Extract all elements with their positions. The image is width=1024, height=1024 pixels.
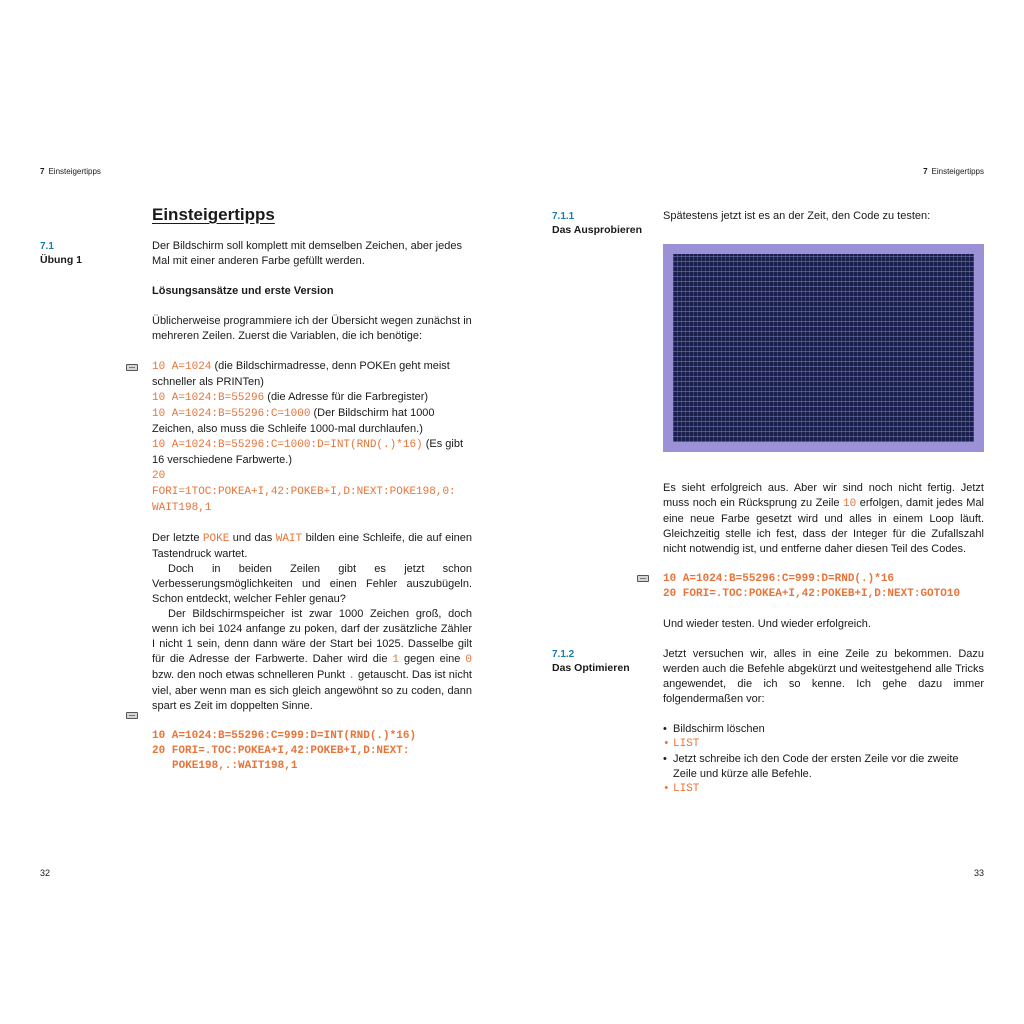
section-number: 7.1 <box>40 241 54 252</box>
right-running-head <box>923 167 984 177</box>
list-item: • LIST <box>663 782 984 797</box>
section-number: 7.1.1 <box>552 211 575 222</box>
listing-2 <box>152 729 472 774</box>
keyboard-icon <box>126 712 138 719</box>
section-title: Das Optimieren <box>552 662 630 674</box>
section-title: Das Ausprobieren <box>552 224 643 236</box>
paragraph-explanation: Der Bildschirmspeicher ist zwar 1000 Zeichen groß, doch wenn ich bei 1024 anfange zu poken, darf der zusätzliche Zähler I nicht 1 sein, denn dann wäre der Start bei 1025. Dasselbe gilt für die Adresse der Farbwerte. Daher wird die 1 gegen eine 0 bzw. den noch etwas schnelleren Punkt . getauscht. Das ist nicht viel, aber wenn man es sich gleich angewöhnt so zu coden, dann spart es Zeit im doppelten Sinne. <box>152 608 472 712</box>
section-label-7-1-2 <box>552 648 652 675</box>
running-head-number: 7 <box>923 167 928 176</box>
listing-line: 20 FORI=.TOC:POKEA+I,42:POKEB+I,D:NEXT:GOTO10 <box>663 588 961 600</box>
list-item: • Bildschirm löschen <box>663 722 984 737</box>
listing-line: POKE198,.:WAIT198,1 <box>172 760 298 772</box>
section-label-7-1 <box>40 240 140 267</box>
intro-paragraph: Der Bildschirm soll komplett mit demselben Zeichen, aber jedes Mal mit einer anderen Farbe gefüllt werden. <box>152 240 462 267</box>
running-head-title: Einsteigertipps <box>48 167 101 176</box>
section-number: 7.1.2 <box>552 649 575 660</box>
left-page-number: 32 <box>40 868 51 878</box>
paragraph-success: Es sieht erfolgreich aus. Aber wir sind noch nicht fertig. Jetzt muss noch ein Rücksprung zu Zeile 10 erfolgen, damit jedes Mal eine neue Farbe gesetzt wird und alles in einem Loop läuft. Gleichzeitig stelle ich fest, dass der Integer für die Zufallszahl nicht notwendig ist, und entferne daher diesen Teil des Codes. <box>663 482 984 555</box>
listing-line: 10 A=1024:B=55296:C=1000:D=INT(RND(.)*16) (Es gibt 16 verschiedene Farbwerte.) <box>152 438 464 466</box>
right-page-number: 33 <box>973 868 984 878</box>
list-item: • Jetzt schreibe ich den Code der ersten Zeile vor die zweite Zeile und kürze alle Befehle. <box>663 752 984 782</box>
paragraph-optimize: Jetzt versuchen wir, alles in eine Zeile zu bekommen. Dazu werden auch die Befehle abgekürzt und weitestgehend alle Tricks angewendet, die ich so kenne. Ich gehe dazu immer folgendermaßen vor: <box>663 648 984 705</box>
keyboard-icon <box>637 575 649 582</box>
listing-line: 20 FORI=.TOC:POKEA+I,42:POKEB+I,D:NEXT: <box>152 745 410 757</box>
listing-line: WAIT198,1 <box>152 502 212 514</box>
listing-line: 10 A=1024:B=55296:C=999:D=RND(.)*16 <box>663 573 895 585</box>
c64-screen-content <box>673 254 974 442</box>
listing-3 <box>663 572 984 602</box>
paragraph-variables: Üblicherweise programmiere ich der Übersicht wegen zunächst in mehreren Zeilen. Zuerst die Variablen, die ich benötige: <box>152 315 472 342</box>
list-item: • LIST <box>663 737 984 752</box>
listing-line: 10 A=1024:B=55296:C=999:D=INT(RND(.)*16) <box>152 730 417 742</box>
s1-intro: Spätestens jetzt ist es an der Zeit, den Code zu testen: <box>663 210 931 222</box>
left-body <box>152 239 472 774</box>
running-head-number: 7 <box>40 167 45 176</box>
steps-list <box>663 722 984 797</box>
page-title: Einsteigertipps <box>152 205 275 224</box>
listing-1 <box>152 359 472 516</box>
keyboard-icon <box>126 364 138 371</box>
listing-line: 10 A=1024:B=55296 (die Adresse für die Farbregister) <box>152 391 429 404</box>
c64-screen-screenshot <box>663 244 984 452</box>
listing-line: 10 A=1024 (die Bildschirmadresse, denn POKEn geht meist schneller als PRINTen) <box>152 360 450 388</box>
paragraph-loop: Der letzte POKE und das WAIT bilden eine Schleife, die auf einen Tastendruck wartet. <box>152 532 472 560</box>
listing-line: 10 A=1024:B=55296:C=1000 (Der Bildschirm hat 1000 Zeichen, also muss die Schleife 1000-mal durchlaufen.) <box>152 407 435 435</box>
running-head-title: Einsteigertipps <box>931 167 984 176</box>
subheading: Lösungsansätze und erste Version <box>152 285 334 297</box>
paragraph-improvements: Doch in beiden Zeilen gibt es jetzt schon Verbesserungsmöglichkeiten und einen Fehler auszubügeln. Schon entdeckt, welcher Fehler genau? <box>152 563 472 605</box>
right-body <box>663 481 984 797</box>
section-title: Übung 1 <box>40 254 82 266</box>
left-running-head <box>40 167 101 177</box>
listing-line: 20 FORI=1TOC:POKEA+I,42:POKEB+I,D:NEXT:POKE198,0: <box>152 470 456 498</box>
section-label-7-1-1 <box>552 210 652 237</box>
paragraph-retest: Und wieder testen. Und wieder erfolgreich. <box>663 618 871 630</box>
